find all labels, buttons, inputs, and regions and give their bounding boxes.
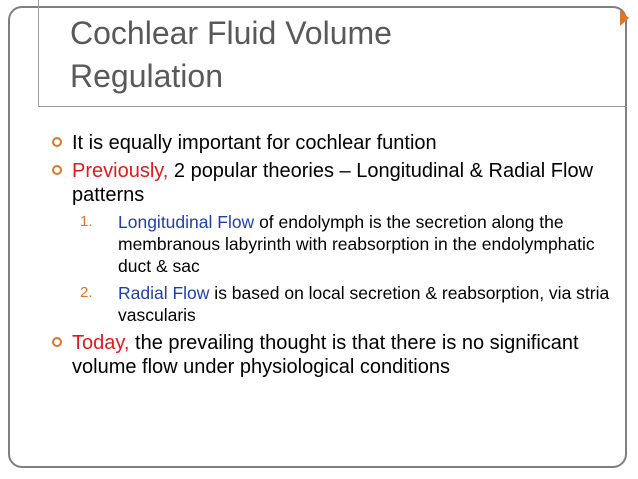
item-number: 2. — [80, 283, 93, 301]
bullet-item — [52, 159, 612, 208]
item-number: 1. — [80, 212, 93, 230]
slide-body — [52, 131, 612, 383]
bullet-highlight: Previously, — [72, 159, 169, 182]
item-term: Longitudinal Flow — [118, 211, 255, 232]
bullet-text: the prevailing thought is that there is no significant volume flow under physiological conditions — [72, 331, 579, 378]
circle-bullet-icon — [52, 137, 62, 147]
bullet-item — [52, 331, 612, 380]
title-line: Cochlear Fluid Volume — [70, 15, 392, 51]
item-text: is based on local secretion & reabsorption, via stria vascularis — [118, 282, 610, 325]
bullet-item — [52, 131, 612, 156]
item-text: of endolymph is the secretion along the membranous labyrinth with reabsorption in the endolymphatic duct & sac — [118, 211, 595, 276]
bullet-text: 2 popular theories – Longitudinal & Radial Flow patterns — [72, 159, 594, 206]
item-term: Radial Flow — [118, 282, 210, 303]
title-divider — [38, 106, 627, 107]
title-line: Regulation — [70, 58, 223, 94]
circle-bullet-icon — [52, 337, 62, 347]
numbered-item — [52, 282, 612, 326]
numbered-item — [52, 211, 612, 277]
bullet-text: It is equally important for cochlear funtion — [72, 132, 437, 154]
slide-title — [70, 12, 590, 98]
corner-accent-icon — [620, 10, 629, 26]
circle-bullet-icon — [52, 165, 62, 175]
bullet-highlight: Today, — [72, 331, 130, 354]
